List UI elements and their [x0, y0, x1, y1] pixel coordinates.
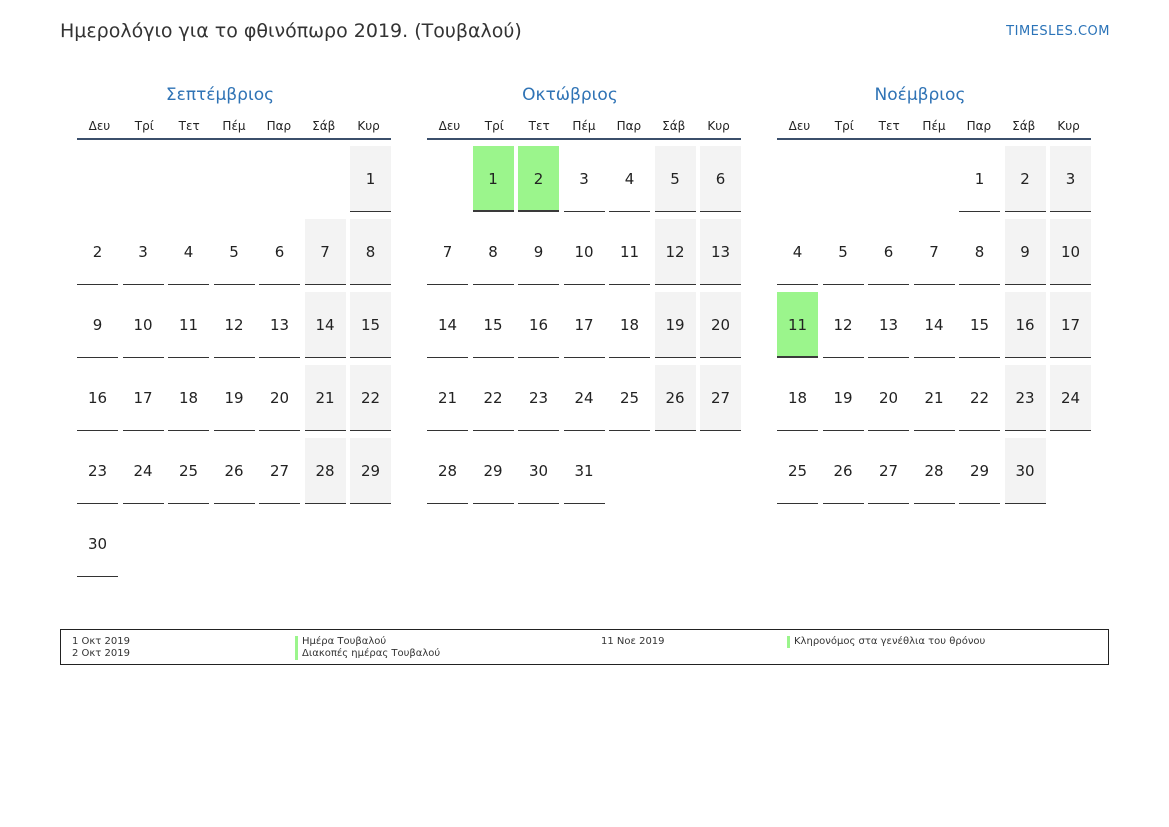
day-cell: 2 — [1005, 146, 1046, 212]
day-cell: 28 — [427, 438, 468, 504]
month-title: Οκτώβριος — [522, 85, 618, 105]
day-cell: 14 — [914, 292, 955, 358]
legend-holiday-name: Διακοπές ημέρας Τουβαλού — [295, 648, 440, 659]
day-cell: 30 — [518, 438, 559, 504]
day-cell: 17 — [564, 292, 605, 358]
day-cell: 18 — [168, 365, 209, 431]
weekday-header — [427, 109, 741, 140]
weekday-label: Παρ — [966, 119, 992, 133]
weekday-label: Δευ — [788, 119, 811, 133]
day-cell: 22 — [959, 365, 1000, 431]
day-cell: 26 — [214, 438, 255, 504]
day-cell: 2 — [77, 219, 118, 285]
day-cell: 13 — [259, 292, 300, 358]
day-cell: 21 — [914, 365, 955, 431]
day-cell: 16 — [77, 365, 118, 431]
weekday-label: Κυρ — [1057, 119, 1080, 133]
month-october — [410, 82, 731, 480]
day-cell: 13 — [868, 292, 909, 358]
day-cell: 19 — [214, 365, 255, 431]
day-cell: 8 — [473, 219, 514, 285]
holiday-day-cell: 11 — [777, 292, 818, 358]
day-cell: 9 — [1005, 219, 1046, 285]
day-cell: 10 — [1050, 219, 1091, 285]
day-cell: 22 — [473, 365, 514, 431]
weekday-label: Σάβ — [662, 119, 686, 133]
day-cell: 21 — [427, 365, 468, 431]
day-cell: 1 — [959, 146, 1000, 212]
day-cell: 1 — [350, 146, 391, 212]
day-cell: 15 — [473, 292, 514, 358]
day-cell: 12 — [214, 292, 255, 358]
legend-holiday-name: Ημέρα Τουβαλού — [295, 636, 386, 647]
day-cell: 31 — [564, 438, 605, 504]
day-cell: 19 — [823, 365, 864, 431]
day-cell: 5 — [214, 219, 255, 285]
weekday-label: Δευ — [88, 119, 111, 133]
day-cell: 15 — [959, 292, 1000, 358]
day-cell: 6 — [259, 219, 300, 285]
day-cell: 21 — [305, 365, 346, 431]
day-cell: 25 — [777, 438, 818, 504]
day-cell: 20 — [259, 365, 300, 431]
day-cell: 28 — [305, 438, 346, 504]
weekday-label: Τετ — [878, 119, 900, 133]
day-cell: 14 — [427, 292, 468, 358]
day-cell: 17 — [1050, 292, 1091, 358]
holiday-day-cell: 2 — [518, 146, 559, 212]
day-cell: 9 — [77, 292, 118, 358]
weekday-label: Πέμ — [572, 119, 596, 133]
holiday-day-cell: 1 — [473, 146, 514, 212]
day-cell: 8 — [350, 219, 391, 285]
month-title: Νοέμβριος — [874, 85, 966, 105]
day-cell: 11 — [168, 292, 209, 358]
weekday-header — [777, 109, 1091, 140]
weekday-label: Τρί — [134, 119, 154, 133]
day-cell: 4 — [609, 146, 650, 212]
day-cell: 12 — [655, 219, 696, 285]
day-cell: 26 — [655, 365, 696, 431]
day-cell: 3 — [564, 146, 605, 212]
day-cell: 23 — [518, 365, 559, 431]
day-cell: 12 — [823, 292, 864, 358]
day-cell: 5 — [655, 146, 696, 212]
page-title: Ημερολόγιο για το φθινόπωρο 2019. (Τουβαλού) — [60, 20, 522, 42]
day-cell: 15 — [350, 292, 391, 358]
day-cell: 18 — [777, 365, 818, 431]
month-november — [760, 82, 1081, 480]
day-cell: 20 — [700, 292, 741, 358]
day-cell: 29 — [959, 438, 1000, 504]
day-cell: 20 — [868, 365, 909, 431]
day-cell: 5 — [823, 219, 864, 285]
holiday-legend — [60, 629, 1109, 665]
day-cell: 13 — [700, 219, 741, 285]
day-cell: 17 — [123, 365, 164, 431]
site-link[interactable]: TIMESLES.COM — [1006, 24, 1110, 39]
day-cell: 4 — [168, 219, 209, 285]
weekday-label: Πέμ — [222, 119, 246, 133]
day-cell: 23 — [1005, 365, 1046, 431]
day-cell: 4 — [777, 219, 818, 285]
day-cell: 24 — [564, 365, 605, 431]
weekday-label: Τετ — [178, 119, 200, 133]
day-cell: 18 — [609, 292, 650, 358]
day-cell: 30 — [1005, 438, 1046, 504]
month-september — [60, 82, 381, 553]
day-cell: 16 — [518, 292, 559, 358]
month-title: Σεπτέμβριος — [165, 85, 275, 105]
day-cell: 6 — [868, 219, 909, 285]
day-cell: 27 — [700, 365, 741, 431]
legend-date: 1 Οκτ 2019 — [72, 636, 130, 647]
day-cell: 24 — [123, 438, 164, 504]
weekday-header — [77, 109, 391, 140]
weekday-label: Κυρ — [707, 119, 730, 133]
weekday-label: Πέμ — [922, 119, 946, 133]
legend-date: 2 Οκτ 2019 — [72, 648, 130, 659]
legend-holiday-name: Κληρονόμος στα γενέθλια του θρόνου — [787, 636, 985, 647]
day-cell: 9 — [518, 219, 559, 285]
day-cell: 29 — [350, 438, 391, 504]
day-cell: 7 — [914, 219, 955, 285]
weekday-label: Παρ — [616, 119, 642, 133]
weekday-label: Κυρ — [357, 119, 380, 133]
day-cell: 10 — [123, 292, 164, 358]
day-cell: 27 — [259, 438, 300, 504]
day-cell: 23 — [77, 438, 118, 504]
day-cell: 16 — [1005, 292, 1046, 358]
weekday-label: Δευ — [438, 119, 461, 133]
weekday-label: Παρ — [266, 119, 292, 133]
day-cell: 28 — [914, 438, 955, 504]
weekday-label: Τετ — [528, 119, 550, 133]
day-cell: 6 — [700, 146, 741, 212]
day-cell: 3 — [1050, 146, 1091, 212]
day-cell: 7 — [427, 219, 468, 285]
day-cell: 24 — [1050, 365, 1091, 431]
day-cell: 25 — [168, 438, 209, 504]
weekday-label: Τρί — [484, 119, 504, 133]
legend-date: 11 Νοε 2019 — [601, 636, 665, 647]
day-cell: 14 — [305, 292, 346, 358]
day-cell: 11 — [609, 219, 650, 285]
weekday-label: Σάβ — [312, 119, 336, 133]
day-cell: 22 — [350, 365, 391, 431]
day-cell: 7 — [305, 219, 346, 285]
day-cell: 10 — [564, 219, 605, 285]
day-cell: 25 — [609, 365, 650, 431]
day-cell: 8 — [959, 219, 1000, 285]
day-cell: 27 — [868, 438, 909, 504]
day-cell: 29 — [473, 438, 514, 504]
day-cell: 19 — [655, 292, 696, 358]
weekday-label: Τρί — [834, 119, 854, 133]
day-cell: 26 — [823, 438, 864, 504]
weekday-label: Σάβ — [1012, 119, 1036, 133]
day-cell: 30 — [77, 511, 118, 577]
day-cell: 3 — [123, 219, 164, 285]
